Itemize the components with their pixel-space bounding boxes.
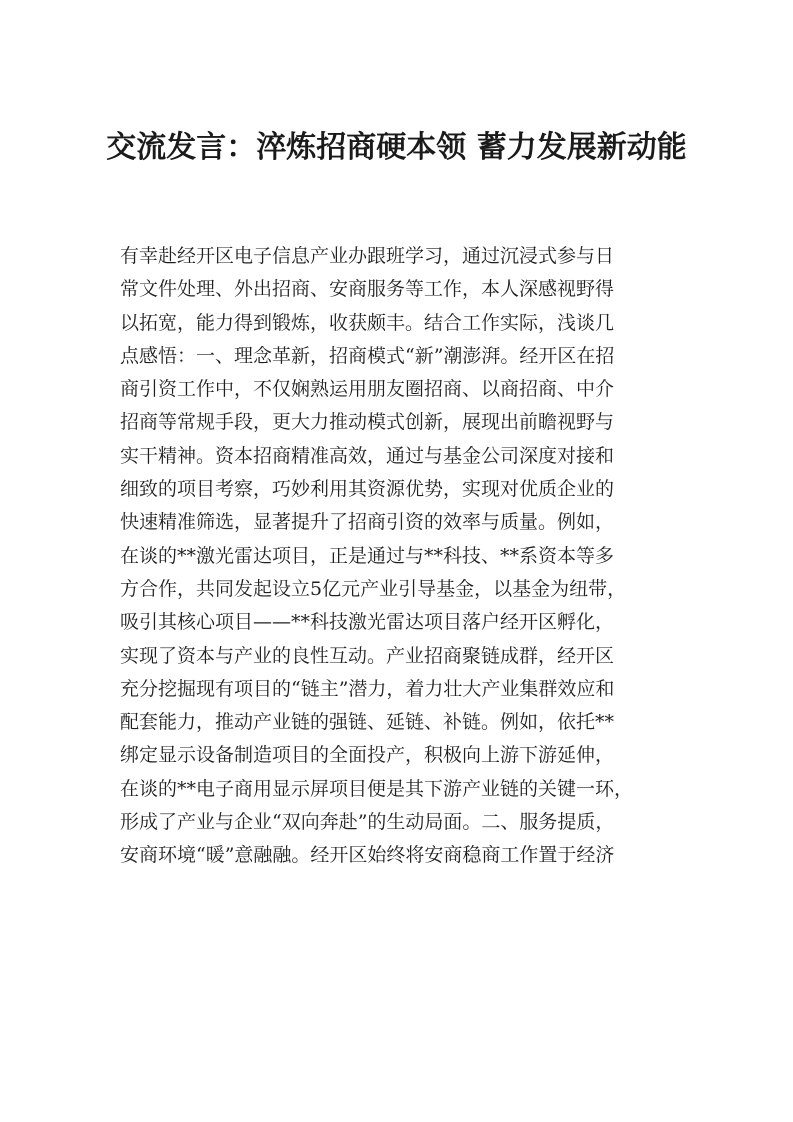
- body-line: 形成了产业与企业“双向奔赴”的生动局面。二、服务提质，: [120, 811, 615, 834]
- document-body: [120, 240, 680, 873]
- body-line: 绑定显示设备制造项目的全面投产，积极向上游下游延伸，: [120, 744, 615, 767]
- body-line: 在谈的**电子商用显示屏项目便是其下游产业链的关键一环，: [120, 777, 634, 800]
- body-line: 常文件处理、外出招商、安商服务等工作，本人深感视野得: [120, 278, 615, 301]
- body-line: 安商环境“暖”意融融。经开区始终将安商稳商工作置于经济: [120, 844, 615, 867]
- body-line: 商引资工作中，不仅娴熟运用朋友圈招商、以商招商、中介: [120, 378, 615, 401]
- body-line: 吸引其核心项目——**科技激光雷达项目落户经开区孵化，: [120, 611, 615, 634]
- body-line: 实现了资本与产业的良性互动。产业招商聚链成群，经开区: [120, 644, 615, 667]
- body-line: 方合作，共同发起设立5亿元产业引导基金，以基金为纽带，: [120, 577, 627, 600]
- document-title: 交流发言：淬炼招商硬本领 蓄力发展新动能: [106, 130, 687, 165]
- body-line: 快速精准筛选，显著提升了招商引资的效率与质量。例如，: [120, 511, 615, 534]
- body-line: 充分挖掘现有项目的“链主”潜力，着力壮大产业集群效应和: [120, 677, 615, 700]
- body-line: 有幸赴经开区电子信息产业办跟班学习，通过沉浸式参与日: [120, 245, 615, 267]
- body-line: 在谈的**激光雷达项目，正是通过与**科技、**系资本等多: [120, 544, 615, 567]
- body-line: 配套能力，推动产业链的强链、延链、补链。例如，依托**: [120, 711, 615, 734]
- body-line: 细致的项目考察，巧妙利用其资源优势，实现对优质企业的: [120, 478, 615, 501]
- body-line: 以拓宽，能力得到锻炼，收获颇丰。结合工作实际，浅谈几: [120, 311, 615, 334]
- body-line: 实干精神。资本招商精准高效，通过与基金公司深度对接和: [120, 444, 615, 467]
- body-line: 点感悟：一、理念革新，招商模式“新”潮澎湃。经开区在招: [120, 344, 615, 367]
- body-line: 招商等常规手段，更大力推动模式创新，展现出前瞻视野与: [120, 411, 615, 434]
